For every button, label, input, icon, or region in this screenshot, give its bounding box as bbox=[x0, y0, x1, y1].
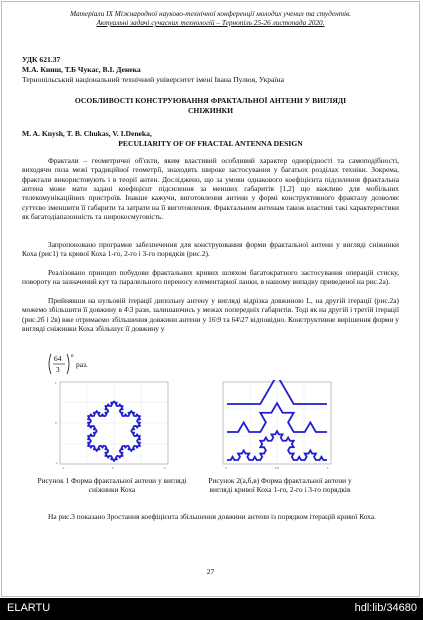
fraction-exponent: n bbox=[71, 354, 74, 359]
svg-text:0.5: 0.5 bbox=[275, 466, 280, 470]
title-en: PECULIARITY OF OF FRACTAL ANTENNA DESIGN bbox=[118, 139, 303, 148]
fraction-svg bbox=[46, 352, 106, 376]
svg-text:1: 1 bbox=[55, 381, 57, 385]
figure-1-caption: Рисунок 1 Форма фрактальної антени у вигляді сніжинки Коха bbox=[37, 476, 187, 495]
figure-2-caption: Рисунок 2(а,б,в) Форма фрактальної антени у вигляді кривої Коха 1-го, 2-го і 3-го порядків bbox=[208, 476, 352, 495]
repository-name: ELARTU bbox=[7, 602, 51, 614]
svg-text:1: 1 bbox=[327, 466, 329, 470]
conference-header bbox=[16, 9, 405, 27]
svg-text:0: 0 bbox=[112, 466, 114, 470]
header-line-2: Актуальні задачі сучасних технологій – Тернопіль 25-26 листопада 2020. bbox=[96, 18, 325, 27]
svg-text:0: 0 bbox=[55, 421, 57, 425]
snowflake-plot bbox=[54, 380, 172, 472]
svg-text:-1: -1 bbox=[55, 461, 58, 465]
paragraph-iterations-end: раз. bbox=[76, 360, 88, 369]
figure-koch-snowflake bbox=[54, 380, 172, 477]
paragraph-principle: Реалізовано принцип побудови фрактальних кривих шляхом багатократного застосування операцій стиску, повороту на зазначений кут та паралельного переносу елементарної ланки, в нашому випадку приведеної на рис.2а). bbox=[22, 268, 399, 287]
affiliation: Тернопільський національний технічний університет імені Івана Пулюя, Україна bbox=[22, 75, 284, 84]
figure-koch-curves bbox=[217, 380, 335, 477]
paper-page bbox=[1, 1, 420, 597]
svg-text:1: 1 bbox=[164, 466, 166, 470]
svg-text:0: 0 bbox=[225, 466, 227, 470]
page-number: 27 bbox=[206, 567, 215, 576]
paragraph-figure3: На рис.3 показано Зростання коефіцієнта збільшення довжини антени із порядком ітерацій кривої Коха. bbox=[48, 512, 377, 521]
fraction-numerator: 64 bbox=[54, 354, 62, 363]
svg-text:-1: -1 bbox=[62, 466, 65, 470]
paragraph-iterations: Прийнявши на нульовій ітерації дипольну антену у вигляді відрізка довжиною L, на другій ітерації (рис.2а) можемо збільшити її довжину в 4\3 рази, залишаючись у межах попередніх габаритів. Тоді як на другій і третій ітерації (рис.2б і 2в) вже отримаємо збільшення довжини антени у 16\9 та 64\27 відповідно. Конструктивне вирішення форми у вигляді сніжинки Коха збільшує її довжину у bbox=[22, 296, 399, 334]
repository-footer-bar bbox=[0, 598, 423, 620]
header-line-1: Матеріали IX Міжнародної науково-технічної конференції молодих учених та студентів. bbox=[69, 9, 352, 18]
authors-en: M. A. Knysh, T. B. Chukas, V. I.Deneka, bbox=[22, 129, 152, 138]
paragraph-intro: Фрактали – геометричні об'єкти, яким властивий особливий характер однорідності та самоподібності, виходячи поза межі традиційної геометрії, знаходять широке застосування у багатьох розділах техніки. Зокрема, фрактали використовують і в теорії антен. Досліджено, що за умови однакового коефіцієнта підсилення фрактальна антена може мати задані коефіцієнт підсилення за менших габаритів [1,2] що важливо для мобільних телекомунікаційних пристроїв. Інакше кажучи, виготовлення антени у формі конструктивного фракталу дозволяє суттєво зменшити її габарити та затрати на її виготовлення. Фрактальним антенам також властиві такі характеристики як багатодіапазонність та широкосмуговість. bbox=[22, 156, 399, 222]
tick-labels-2 bbox=[225, 466, 329, 470]
authors-ua: М.А. Книш, Т.Б Чукас, В.І. Денека bbox=[22, 65, 141, 74]
title-ua: ОСОБЛИВОСТІ КОНСТРУЮВАННЯ ФРАКТАЛЬНОЇ АНТЕНИ У ВИГЛЯДІ СНІЖИНКИ bbox=[74, 96, 347, 115]
power-expression bbox=[46, 352, 106, 378]
handle-link[interactable]: hdl:lib/34680 bbox=[354, 602, 417, 614]
udk-code: УДК 621.37 bbox=[22, 55, 61, 64]
koch-curves-plot bbox=[217, 380, 335, 472]
fraction-denominator: 3 bbox=[56, 365, 60, 374]
paragraph-software: Запропоновано програмне забезпечення для конструювання форми фрактальної антени у вигляді сніжинки Коха (рис1) та кривої Коха 1-го, 2-го і 3-го порядків (рис.2). bbox=[22, 240, 399, 259]
